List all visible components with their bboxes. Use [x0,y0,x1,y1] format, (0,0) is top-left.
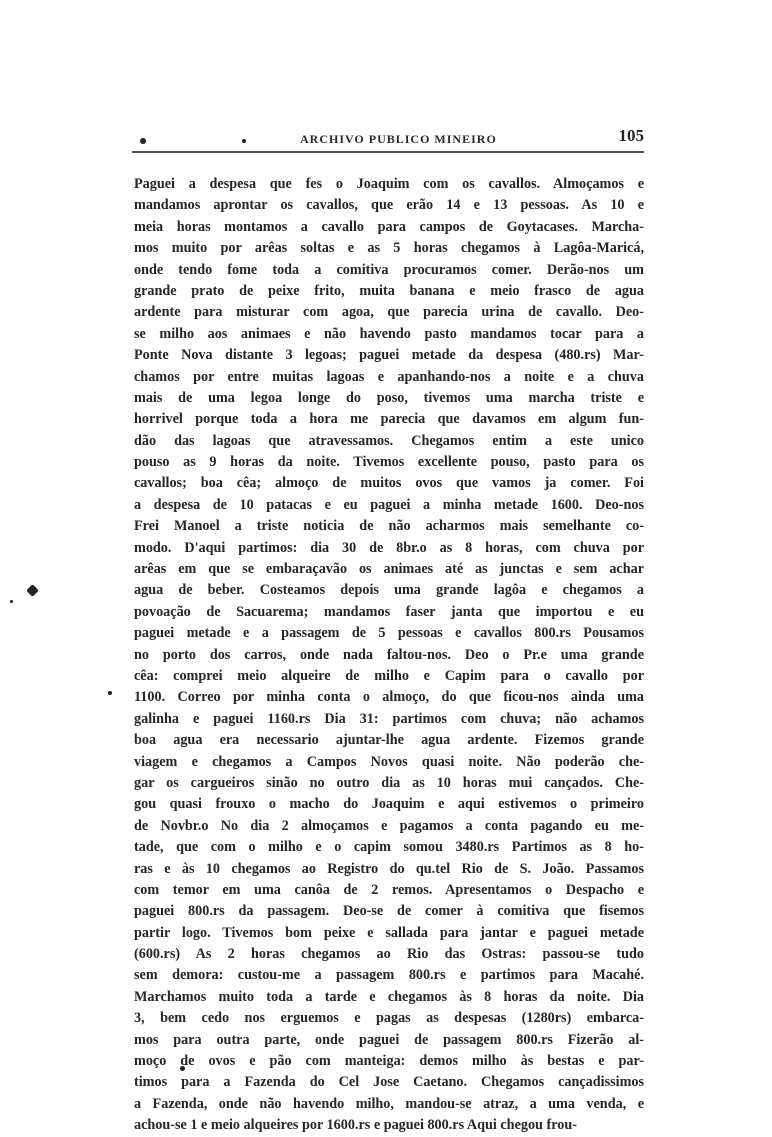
page-number: 105 [618,126,644,145]
header-rule [132,151,644,153]
text-line: grande prato de peixe frito, muita banana e meio frasco de agua [134,282,644,299]
text-line: agua de beber. Costeamos depois uma grande lagôa e chegamos a [134,582,644,599]
text-line: a despesa de 10 patacas e eu paguei a minha metade 1600. Deo-nos [134,496,644,513]
text-line: partir logo. Tivemos bom peixe e sallada para jantar e paguei metade [134,924,644,941]
text-line: gou quasi frouxo o macho do Joaquim e aqui estivemos o primeiro [134,796,644,813]
text-line: gar os cargueiros sinão no outro dia as 10 horas mui cançados. Che- [134,774,644,791]
text-line: com temor em uma canôa de 2 remos. Apresentamos o Despacho e [134,881,644,898]
text-line: paguei 800.rs da passagem. Deo-se de comer à comitiva que fisemos [134,903,644,920]
text-line: chamos por entre muitas lagoas e apanhando-nos a noite e a chuva [134,368,644,385]
text-line: achou-se 1 e meio alqueires por 1600.rs e paguei 800.rs Aqui chegou frou- [134,1117,577,1134]
text-line: (600.rs) As 2 horas chegamos ao Rio das Ostras: passou-se tudo [134,946,644,963]
text-line: de Novbr.o No dia 2 almoçamos e pagamos a conta pagando eu me- [134,817,644,834]
text-line: mos para outra parte, onde paguei de passagem 800.rs Fizerão al- [134,1031,644,1048]
text-line: sem demora: custou-me a passagem 800.rs e partimos para Macahé. [134,967,644,984]
margin-dot-mid [108,691,112,695]
text-line: Ponte Nova distante 3 legoas; paguei metade da despesa (480.rs) Mar- [134,347,644,364]
text-line: pouso as 9 horas da noite. Tivemos excellente pouso, pasto para os [134,454,644,471]
text-line: mandamos aprontar os cavallos, que erão 14 e 13 pessoas. As 10 e [134,197,644,214]
text-line: boa agua era necessario ajuntar-lhe agua ardente. Fizemos grande [134,732,644,749]
text-line: paguei metade e a passagem de 5 pessoas e cavallos 800.rs Pousamos [134,625,644,642]
text-line: dão das lagoas que atravessamos. Chegamos entim a este unico [134,432,644,449]
running-title: ARCHIVO PUBLICO MINEIRO [300,132,497,146]
text-line: mos muito por arêas soltas e as 5 horas chegamos à Lagôa-Maricá, [134,240,644,257]
text-line: meia horas montamos a cavallo para campos de Goytacases. Marcha- [134,218,644,235]
margin-blot-left [26,584,39,597]
text-line: no porto dos carros, onde nada faltou-nos. Deo o Pr.e uma grande [134,646,644,663]
text-line: timos para a Fazenda do Cel Jose Caetano. Chegamos cançadissimos [134,1074,644,1091]
margin-dot-left [10,600,13,603]
text-line: se milho aos animaes e não havendo pasto mandamos tocar para a [134,325,644,342]
text-line: a Fazenda, onde não havendo milho, mandou-se atraz, a uma venda, e [134,1095,644,1112]
page-header [132,126,644,152]
body-text [134,174,644,1137]
text-line: cêa: comprei meio alqueire de milho e Capim para o cavallo por [134,667,644,684]
text-line: Marchamos muito toda a tarde e chegamos às 8 horas da noite. Dia [134,988,644,1005]
text-line: Frei Manoel a triste noticia de não acharmos mais semelhante co- [134,518,644,535]
text-line: ardente para misturar com agoa, que parecia urina de cavallo. Deo- [134,304,644,321]
text-line: onde tendo fome toda a comitiva procuramos comer. Derão-nos um [134,261,644,278]
text-line: cavallos; boa cêa; almoço de muitos ovos que vamos ja comer. Foi [134,475,644,492]
text-line: Paguei a despesa que fes o Joaquim com os cavallos. Almoçamos e [134,176,644,192]
text-line: arêas em que se embaraçavão os animaes até as junctas e sem achar [134,561,644,578]
text-line: viagem e chegamos a Campos Novos quasi noite. Não poderão che- [134,753,644,770]
text-line: moço de ovos e pão com manteiga: demos milho às bestas e par- [134,1053,644,1070]
text-line: mais de uma legoa longe do poso, tivemos uma marcha triste e [134,389,644,406]
text-line: galinha e paguei 1160.rs Dia 31: partimos com chuva; não achamos [134,710,644,727]
text-line: horrivel porque toda a hora me parecia que davamos em algum fun- [134,411,644,428]
text-line: povoação de Sacuarema; mandamos faser janta que importou e eu [134,603,644,620]
text-line: ras e às 10 chegamos ao Registro do qu.tel Rio de S. João. Passamos [134,860,644,877]
text-line: 1100. Correo por minha conta o almoço, do que ficou-nos ainda uma [134,689,644,706]
text-line: tade, que com o milho e o capim somou 3480.rs Partimos as 8 ho- [134,839,644,856]
text-line: 3, bem cedo nos erguemos e pagas as despesas (1280rs) embarca- [134,1010,644,1027]
text-line: modo. D'aqui partimos: dia 30 de 8br.o as 8 horas, com chuva por [134,539,644,556]
